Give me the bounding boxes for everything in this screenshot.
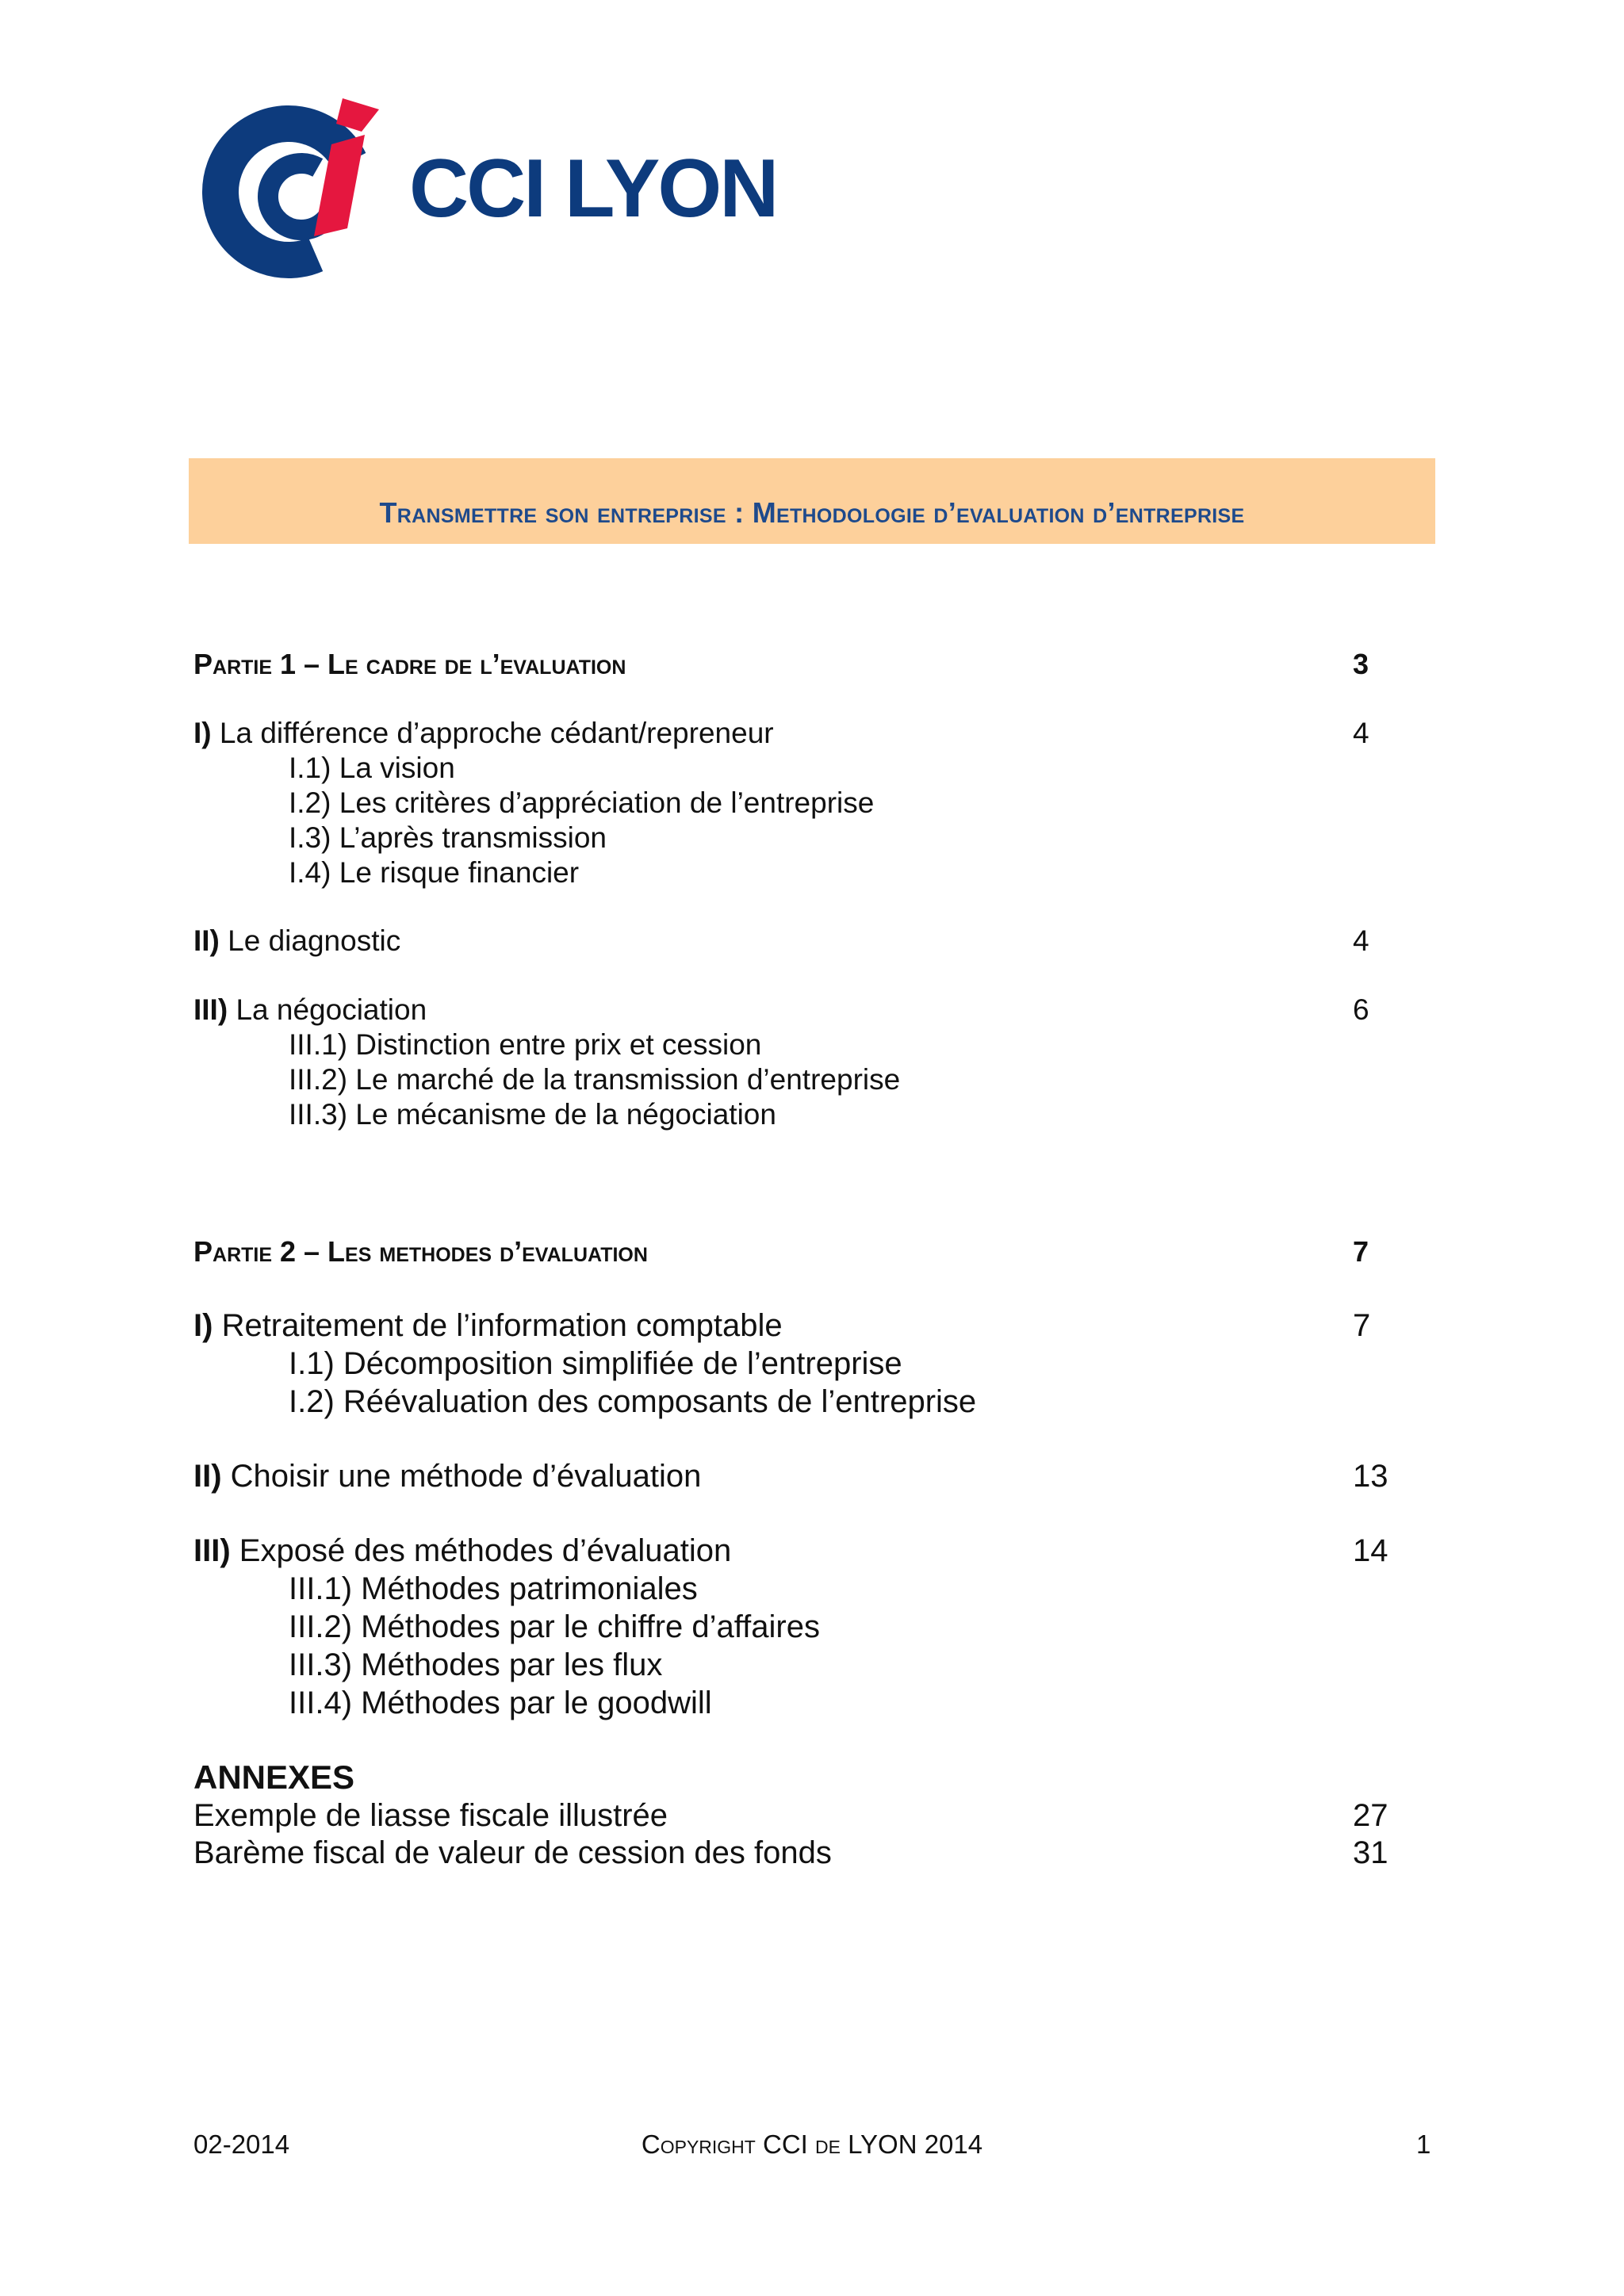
toc-sub-entry: III.4) Méthodes par le goodwill [289,1686,712,1720]
toc-sub-entry: I.4) Le risque financier [289,856,580,889]
toc-entry-part1-section2 [193,926,400,955]
section-title: Exposé des méthodes d’évaluation [239,1533,732,1568]
toc-sub-entry: I.1) La vision [289,752,455,784]
toc-page-part1-section2: 4 [1353,924,1369,957]
toc-page-part2-section1: 7 [1353,1308,1371,1343]
footer-date: 02-2014 [193,2130,290,2159]
part1-heading: Partie 1 – Le cadre de l’evaluation [193,648,626,680]
toc-sub-entry: III.1) Distinction entre prix et cession [289,1028,762,1061]
toc-annex-entry: Barème fiscal de valeur de cession des fonds [193,1835,832,1870]
toc-page-part1-section3: 6 [1353,993,1369,1026]
document-title: Transmettre son entreprise : Methodologie d’evaluation d’entreprise [379,496,1245,529]
part2-page: 7 [1353,1235,1369,1268]
toc-entry-part2-section3 [193,1535,731,1567]
annexes-heading: ANNEXES [193,1758,355,1796]
section-number: III) [193,993,228,1026]
section-number: I) [193,1308,213,1343]
section-number: II) [193,924,220,957]
toc-entry-part2-section2 [193,1460,701,1492]
section-title: La différence d’approche cédant/repreneur [219,717,774,749]
toc-sub-entry: I.2) Les critères d’appréciation de l’entreprise [289,786,875,819]
toc-page-part1-section1: 4 [1353,717,1369,749]
toc-entry-part2-section1 [193,1310,783,1341]
footer-copyright: Copyright CCI de LYON 2014 [641,2130,983,2159]
section-title: La négociation [236,993,427,1026]
toc-sub-entry: I.2) Réévaluation des composants de l’entreprise [289,1384,977,1419]
toc-sub-entry: I.1) Décomposition simplifiée de l’entreprise [289,1346,902,1381]
toc-entry-part1-section3 [193,995,427,1024]
toc-sub-entry: I.3) L’après transmission [289,821,607,854]
logo-wordmark: CCI LYON [409,143,777,235]
toc-annex-page: 27 [1353,1798,1388,1833]
toc-sub-entry: III.3) Méthodes par les flux [289,1647,663,1682]
document-title-band [189,458,1435,544]
toc-sub-entry: III.1) Méthodes patrimoniales [289,1571,698,1606]
toc-sub-entry: III.3) Le mécanisme de la négociation [289,1098,776,1131]
section-number: I) [193,717,212,749]
footer-page-number: 1 [1416,2130,1431,2159]
toc-sub-entry: III.2) Méthodes par le chiffre d’affaires [289,1609,820,1644]
part2-heading: Partie 2 – Les methodes d’evaluation [193,1235,648,1268]
section-title: Le diagnostic [228,924,401,957]
toc-annex-page: 31 [1353,1835,1388,1870]
section-title: Retraitement de l’information comptable [221,1308,783,1343]
section-number: II) [193,1459,222,1494]
toc-entry-part1-section1 [193,718,774,748]
cci-logo-icon [195,95,381,289]
toc-page-part2-section2: 13 [1353,1459,1388,1494]
toc-annex-entry: Exemple de liasse fiscale illustrée [193,1798,668,1833]
toc-page-part2-section3: 14 [1353,1533,1388,1568]
toc-sub-entry: III.2) Le marché de la transmission d’entreprise [289,1063,901,1096]
part1-page: 3 [1353,648,1369,680]
cci-lyon-logo [195,95,956,293]
section-title: Choisir une méthode d’évaluation [230,1459,702,1494]
section-number: III) [193,1533,231,1568]
